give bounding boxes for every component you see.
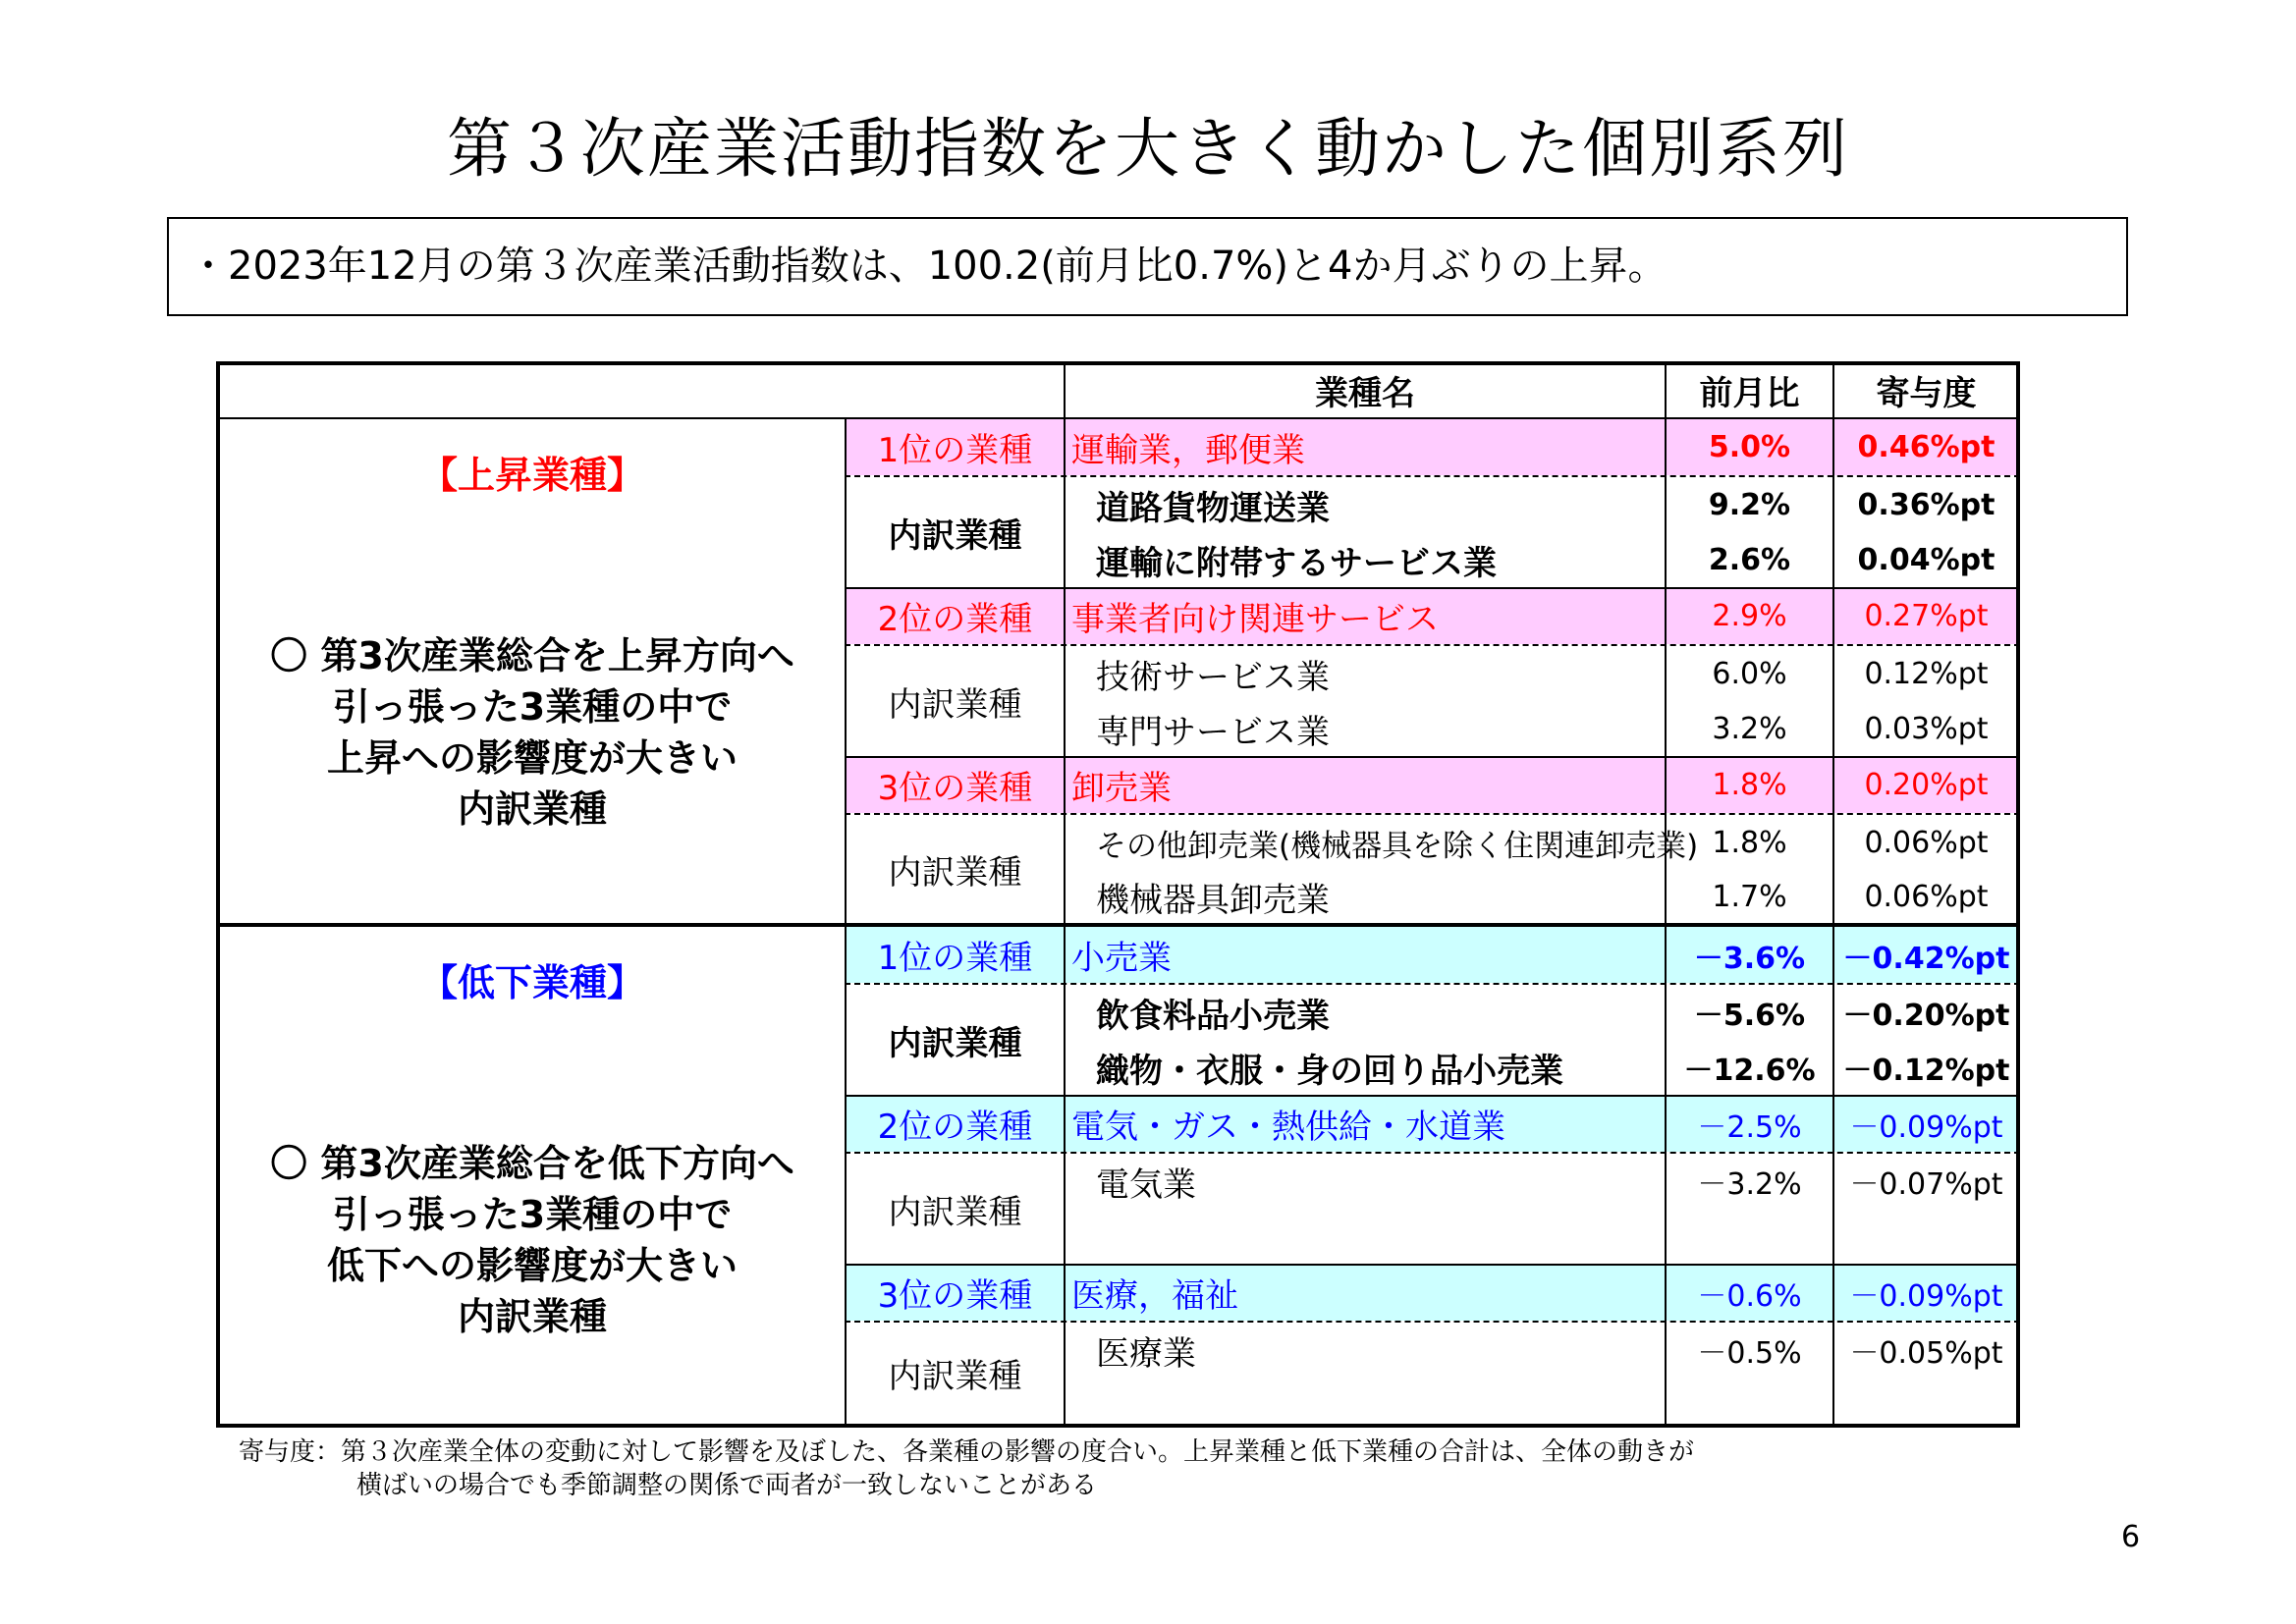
sub-industry-name: 医療業 (1096, 1333, 1196, 1374)
sub-mom-value: 1.8% (1712, 825, 1787, 860)
sub-contribution-value: －0.05%pt (1849, 1336, 2003, 1371)
sub-contribution-value: 0.04%pt (1857, 542, 1995, 577)
falling-description-line: 内訳業種 (457, 1295, 607, 1338)
rank-label: 1位の業種 (877, 431, 1033, 470)
industry-name: 医療，福祉 (1071, 1276, 1238, 1316)
mom-value: －0.6% (1697, 1278, 1802, 1314)
contribution-value: 0.46%pt (1857, 430, 1995, 464)
industry-name: 運輸業，郵便業 (1071, 431, 1305, 470)
footnote-line: 横ばいの場合でも季節調整の関係で両者が一致しないことがある (356, 1471, 1098, 1500)
sub-mom-value: 6.0% (1712, 656, 1787, 691)
rank-label: 1位の業種 (877, 939, 1033, 978)
breakdown-label: 内訳業種 (888, 684, 1022, 725)
mom-value: －3.6% (1693, 941, 1806, 976)
contribution-value: －0.42%pt (1842, 941, 2010, 976)
sub-mom-value: －3.2% (1697, 1167, 1802, 1202)
footnote (239, 1435, 1694, 1502)
breakdown-label: 内訳業種 (888, 852, 1022, 893)
sub-industry-name: 運輸に附帯するサービス業 (1096, 543, 1497, 583)
contribution-value: －0.09%pt (1849, 1278, 2003, 1314)
sub-mom-value: 3.2% (1712, 711, 1787, 746)
footnote-line: 寄与度：第３次産業全体の変動に対して影響を及ぼした、各業種の影響の度合い。上昇業種と低下業種の合計は、全体の動きが (239, 1437, 1695, 1467)
contribution-value: －0.09%pt (1849, 1110, 2003, 1145)
mom-value: 5.0% (1708, 430, 1791, 464)
falling-heading: 【低下業種】 (419, 961, 644, 1004)
rising-description-line: 引っ張った3業種の中で (332, 685, 733, 729)
sub-mom-value: 1.7% (1712, 879, 1787, 914)
sub-industry-name: 飲食料品小売業 (1096, 996, 1330, 1036)
rising-description-line: 上昇への影響度が大きい (326, 736, 738, 780)
sub-contribution-value: 0.06%pt (1864, 825, 1989, 860)
sub-contribution-value: 0.36%pt (1857, 487, 1995, 522)
header-mom: 前月比 (1699, 373, 1800, 413)
mom-value: 1.8% (1712, 768, 1787, 802)
sub-industry-name: その他卸売業(機械器具を除く住関連卸売業) (1096, 828, 1699, 864)
sub-industry-name: 道路貨物運送業 (1096, 488, 1330, 528)
sub-mom-value: 2.6% (1708, 542, 1791, 577)
sub-mom-value: －5.6% (1693, 999, 1806, 1033)
sub-industry-name: 専門サービス業 (1096, 712, 1330, 752)
breakdown-label: 内訳業種 (888, 515, 1022, 556)
mom-value: 2.9% (1712, 599, 1787, 633)
page-title: 第３次産業活動指数を大きく動かした個別系列 (447, 111, 1849, 187)
sub-industry-name: 技術サービス業 (1096, 657, 1330, 697)
rising-description (220, 630, 845, 835)
sub-mom-value: 9.2% (1708, 487, 1791, 522)
contribution-value: 0.27%pt (1864, 599, 1989, 633)
sub-industry-name: 織物・衣服・身の回り品小売業 (1096, 1051, 1563, 1091)
page-number: 6 (2121, 1520, 2141, 1554)
rank-label: 2位の業種 (877, 600, 1033, 639)
sub-contribution-value: －0.07%pt (1849, 1167, 2003, 1202)
summary-box: ・2023年12月の第３次産業活動指数は、100.2(前月比0.7%)と4か月ぶりの上昇。 (167, 217, 2128, 316)
rising-description-line: 〇 第3次産業総合を上昇方向へ (270, 634, 794, 677)
sub-mom-value: －0.5% (1697, 1336, 1802, 1371)
rank-label: 2位の業種 (877, 1108, 1033, 1147)
header-industry: 業種名 (1315, 373, 1415, 413)
falling-description (220, 1138, 845, 1342)
breakdown-label: 内訳業種 (888, 1023, 1022, 1063)
sub-contribution-value: －0.12%pt (1842, 1054, 2010, 1088)
rising-description-line: 内訳業種 (457, 787, 607, 831)
rank-label: 3位の業種 (877, 1276, 1033, 1316)
sub-contribution-value: 0.06%pt (1864, 879, 1989, 914)
contribution-value: 0.20%pt (1864, 768, 1989, 802)
industry-name: 電気・ガス・熱供給・水道業 (1071, 1108, 1505, 1147)
industry-name: 事業者向け関連サービス (1071, 600, 1439, 639)
falling-description-line: 引っ張った3業種の中で (332, 1193, 733, 1236)
sub-industry-name: 機械器具卸売業 (1096, 880, 1330, 920)
sub-contribution-value: －0.20%pt (1842, 999, 2010, 1033)
breakdown-label: 内訳業種 (888, 1192, 1022, 1232)
rank-label: 3位の業種 (877, 769, 1033, 808)
rising-heading: 【上昇業種】 (419, 454, 644, 497)
falling-description-line: 〇 第3次産業総合を低下方向へ (270, 1142, 794, 1185)
industry-name: 卸売業 (1071, 769, 1172, 808)
sub-industry-name: 電気業 (1096, 1164, 1196, 1205)
sub-mom-value: －12.6% (1683, 1054, 1816, 1088)
header-contribution: 寄与度 (1876, 373, 1977, 413)
falling-description-line: 低下への影響度が大きい (326, 1244, 738, 1287)
industry-name: 小売業 (1071, 939, 1172, 978)
mom-value: －2.5% (1697, 1110, 1802, 1145)
breakdown-label: 内訳業種 (888, 1357, 1022, 1396)
sub-contribution-value: 0.03%pt (1864, 711, 1989, 746)
sub-contribution-value: 0.12%pt (1864, 656, 1989, 691)
